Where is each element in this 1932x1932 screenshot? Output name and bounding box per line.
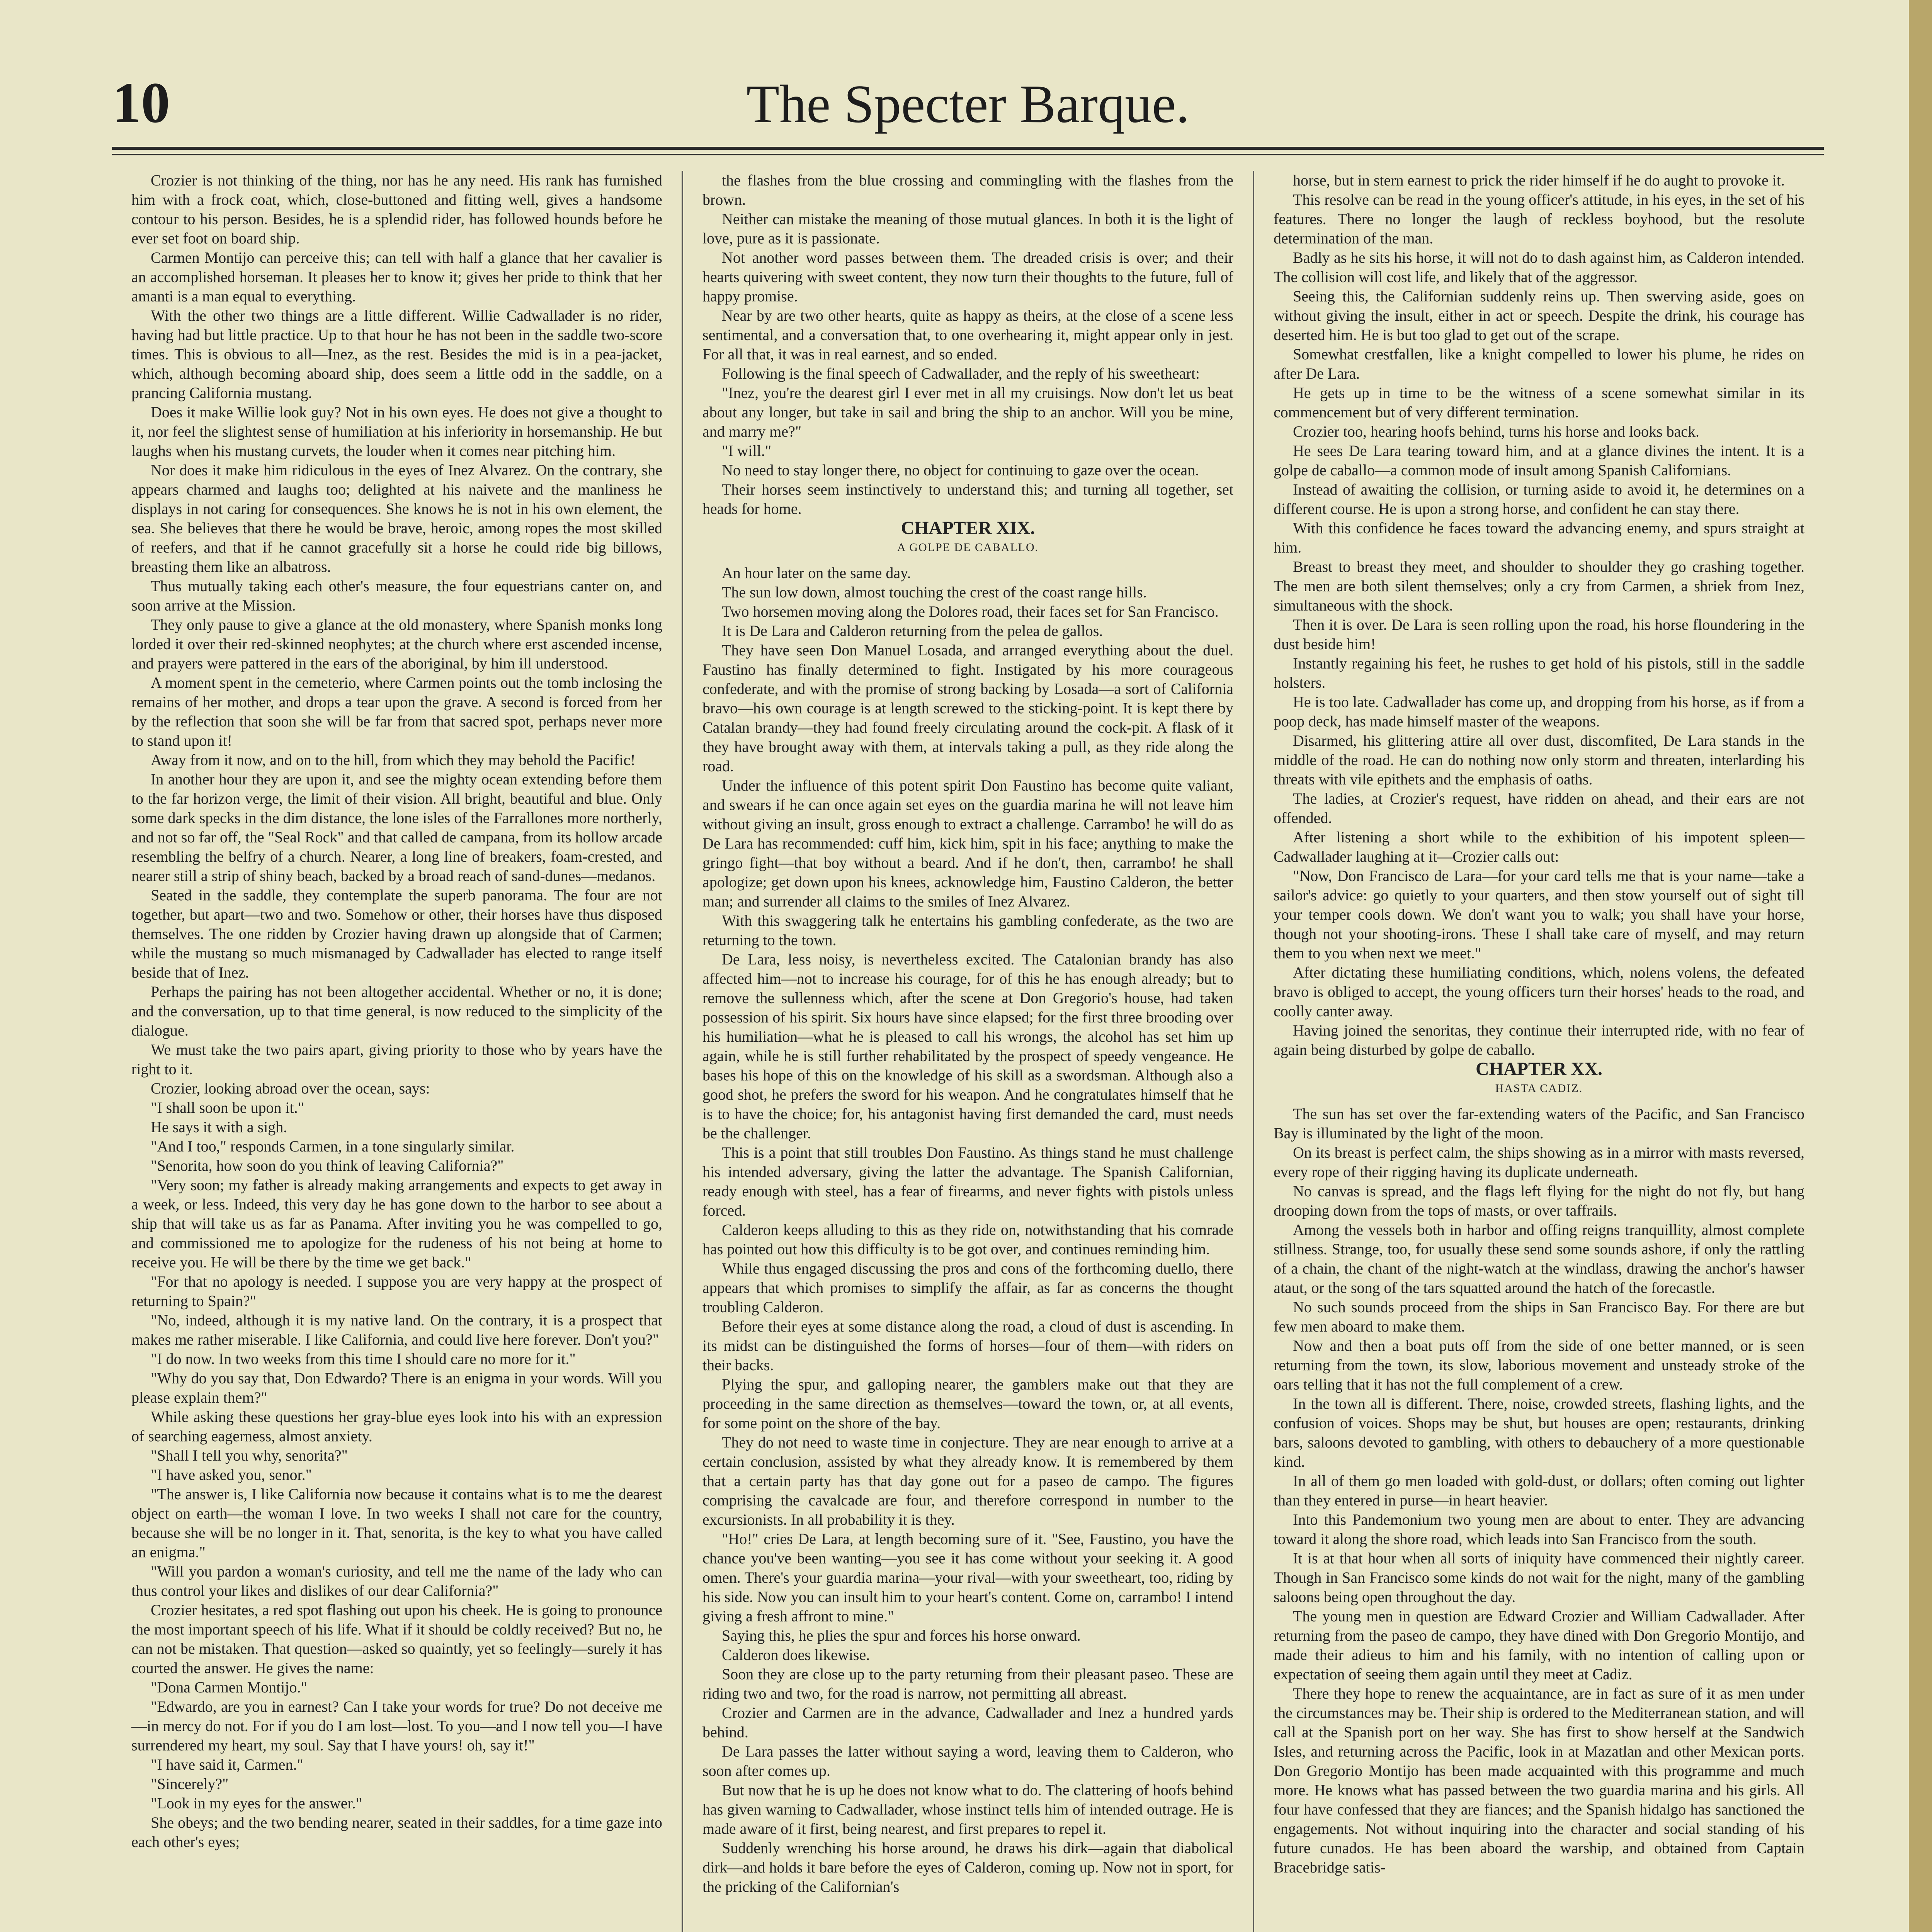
paragraph: They do not need to waste time in conjecture. They are near enough to arrive at a certain conclusion, assisted by what they already know. It is remembered by them that a certain party has that day gone out for a paseo de campo. The figures comprising the cavalcade are four, and therefore correspond in number to the excursionists. In all probability it is they.: [702, 1434, 1233, 1528]
paragraph: Calderon does likewise.: [722, 1646, 870, 1663]
paragraph: He is too late. Cadwallader has come up, and dropping from his horse, as if from a poop deck, has made himself master of the weapons.: [1274, 693, 1804, 730]
paragraph: An hour later on the same day.: [722, 564, 911, 582]
paragraph: Badly as he sits his horse, it will not do to dash against him, as Calderon intended. The collision will cost life, and likely that of the aggressor.: [1274, 249, 1804, 286]
paragraph: Neither can mistake the meaning of those mutual glances. In both it is the light of love, pure as it is passionate.: [702, 210, 1233, 247]
header-rule: [112, 154, 1824, 155]
paragraph: Into this Pandemonium two young men are about to enter. They are advancing toward it along the shore road, which leads into San Francisco from the south.: [1274, 1511, 1804, 1548]
paragraph: They have seen Don Manuel Losada, and arranged everything about the duel. Faustino has finally determined to fight. Instigated by his more courageous confederate, and with the promise of strong backing by Losada—a sort of California bravo—his own courage is at length screwed to the sticking-point. It is kept there by Catalan brandy—they had found freely circulating around the cock-pit. A flask of it they have brought away with them, at intervals taking a pull, as they ride along the road.: [702, 641, 1233, 775]
paragraph: With the other two things are a little different. Willie Cadwallader is no rider, having had but little practice. Up to that hour he has not been in the saddle two-score times. This is obvious to all—Inez, as the rest. Besides the mid is in a pea-jacket, which, although becoming aboard ship, does seem a little odd in the saddle, on a prancing California mustang.: [131, 307, 662, 401]
paragraph: Crozier and Carmen are in the advance, Cadwallader and Inez a hundred yards behind.: [702, 1704, 1233, 1741]
paragraph: "No, indeed, although it is my native land. On the contrary, it is a prospect that makes me rather miserable. I like California, and could live here forever. Don't you?": [131, 1311, 662, 1348]
paragraph: "Sincerely?": [151, 1775, 229, 1793]
paragraph: De Lara, less noisy, is nevertheless excited. The Catalonian brandy has also affected him—not to increase his courage, for of this he has enough already; but to remove the sullenness which, after the scene at Don Gregorio's house, had taken possession of his spirit. Six hours have since elapsed; for the first three brooding over his humiliation—what he is pleased to call his wrongs, the alcohol has set him up again, while he is still further rehabilitated by the prospect of speedy vengeance. He bases his hope of this on the knowledge of his skill as a swordsman. Although also a good shot, he prefers the sword for his weapon. And he congratulates himself that he is to have the choice; for, his antagonist having first demanded the card, must needs be the challenger.: [702, 951, 1233, 1142]
paragraph: "I have said it, Carmen.": [151, 1756, 303, 1773]
page-title: The Specter Barque.: [746, 74, 1190, 134]
paragraph: They only pause to give a glance at the old monastery, where Spanish monks long lorded it over their red-skinned neophytes; at the church where erst ascended incense, and prayers were pattered in the ears of the aboriginal, by him ill understood.: [131, 616, 662, 672]
paragraph: the flashes from the blue crossing and commingling with the flashes from the brown.: [702, 172, 1233, 208]
paragraph: Away from it now, and on to the hill, from which they may behold the Pacific!: [151, 751, 636, 769]
paragraph: Nor does it make him ridiculous in the eyes of Inez Alvarez. On the contrary, she appears charmed and laughs too; delighted at his naivete and the manliness he displays in not caring for consequences. She knows he is not in his own element, the sea. She believes that there he would be brave, heroic, among ropes the most skilled of reefers, and that if he cannot gracefully sit a horse he could ride big billows, breasting them like an albatross.: [131, 461, 662, 575]
paragraph: Somewhat crestfallen, like a knight compelled to lower his plume, he rides on after De Lara.: [1274, 345, 1804, 382]
paragraph: Under the influence of this potent spirit Don Faustino has become quite valiant, and swears if he can once again set eyes on the guardia marina he will not leave him without giving an insult, gross enough to extract a challenge. Carrambo! he will do as De Lara has recommended: cuff him, kick him, spit in his face; anything to make the gringo fight—that boy without a beard. And if he don't, then, carrambo! he shall apologize; get down upon his knees, acknowledge him, Faustino Calderon, the better man; and surrender all claims to the smiles of Inez Alvarez.: [702, 777, 1233, 910]
column-2: [682, 171, 1253, 1932]
paragraph: Does it make Willie look guy? Not in his own eyes. He does not give a thought to it, nor feel the slightest sense of humiliation at his inferiority in horsemanship. He but laughs when his mustang curvets, the louder when it comes near pitching him.: [131, 403, 662, 459]
paragraph: De Lara passes the latter without saying a word, leaving them to Calderon, who soon after comes up.: [702, 1743, 1233, 1779]
paragraph: It is De Lara and Calderon returning from the pelea de gallos.: [722, 622, 1103, 639]
paragraph: "And I too," responds Carmen, in a tone singularly similar.: [151, 1138, 515, 1155]
paragraph: This is a point that still troubles Don Faustino. As things stand he must challenge his intended adversary, giving the latter the advantage. The Spanish Californian, ready enough with steel, has a fear of firearms, and never fights with pistols unless forced.: [702, 1144, 1233, 1219]
paragraph: Now and then a boat puts off from the side of one better manned, or is seen returning from the town, its slow, laborious movement and unsteady stroke of the oars telling that it has not the full complement of a crew.: [1274, 1337, 1804, 1393]
paragraph: Two horsemen moving along the Dolores road, their faces set for San Francisco.: [722, 603, 1219, 620]
paragraph: With this confidence he faces toward the advancing enemy, and spurs straight at him.: [1274, 519, 1804, 556]
paragraph: "Very soon; my father is already making arrangements and expects to get away in a week, or less. Indeed, this very day he has gone down to the harbor to see about a ship that will take us as far as Panama. After inviting you he was compelled to go, and commissioned me to apologize for the rudeness of his not being at home to receive you. He will be there by the time we get back.": [131, 1176, 662, 1271]
paragraph: No need to stay longer there, no object for continuing to gaze over the ocean.: [722, 461, 1199, 479]
page-number: 10: [112, 71, 170, 135]
paragraph: Seeing this, the Californian suddenly reins up. Then swerving aside, goes on without giving the insult, either in act or speech. Despite the drink, his courage has deserted him. He is but too glad to get out of the scrape.: [1274, 287, 1804, 344]
paragraph: Crozier too, hearing hoofs behind, turns his horse and looks back.: [1293, 423, 1700, 440]
paragraph: The ladies, at Crozier's request, have ridden on ahead, and their ears are not offended.: [1274, 790, 1804, 827]
paragraph: Seated in the saddle, they contemplate the superb panorama. The four are not together, but apart—two and two. Somehow or other, their horses have thus disposed themselves. The one ridden by Crozier having drawn up alongside that of Carmen; while the mustang so much mismanaged by Cadwallader has elected to range itself beside that of Inez.: [131, 886, 662, 981]
paragraph: "Shall I tell you why, senorita?": [151, 1447, 348, 1464]
paragraph: A moment spent in the cemeterio, where Carmen points out the tomb inclosing the remains of her mother, and drops a tear upon the grave. A second is forced from her by the reflection that soon she will be far from that sacred spot, perhaps never more to stand upon it!: [131, 674, 662, 749]
paragraph: In all of them go men loaded with gold-dust, or dollars; often coming out lighter than they entered in purse—in heart heavier.: [1274, 1472, 1804, 1509]
chapter-subtitle: A GOLPE DE CABALLO.: [897, 541, 1039, 554]
paragraph: After dictating these humiliating conditions, which, nolens volens, the defeated bravo is obliged to accept, the young officers turn their horses' heads to the road, and coolly canter away.: [1274, 964, 1804, 1020]
paragraph: Saying this, he plies the spur and forces his horse onward.: [722, 1627, 1081, 1644]
paragraph: Breast to breast they meet, and shoulder to shoulder they go crashing together. The men are both silent themselves; only a cry from Carmen, a shriek from Inez, simultaneous with the shock.: [1274, 558, 1804, 614]
paragraph: There they hope to renew the acquaintance, are in fact as sure of it as men under the circumstances may be. Their ship is ordered to the Mediterranean station, and will call at the Spanish port on her way. She has first to show herself at the Sandwich Isles, and returning across the Pacific, look in at Mazatlan and other Mexican ports. Don Gregorio Montijo has been made acquainted with this programme and much more. He knows what has passed between the two guardia marina and his girls. All four have confessed that they are fiances; and the Spanish hidalgo has sanctioned the engagements. Not without inquiring into the character and social standing of his future cunados. He has been aboard the warship, and obtained from Captain Bracebridge satis-: [1274, 1685, 1804, 1876]
paragraph: "Senorita, how soon do you think of leaving California?": [151, 1157, 504, 1174]
paragraph: Soon they are close up to the party returning from their pleasant paseo. These are riding two and two, for the road is narrow, not permitting all abreast.: [702, 1665, 1233, 1702]
paragraph: "Inez, you're the dearest girl I ever met in all my cruisings. Now don't let us beat about any longer, but take in sail and bring the ship to an anchor. Will you be mine, and marry me?": [702, 384, 1233, 440]
paragraph: "Look in my eyes for the answer.": [151, 1794, 362, 1812]
paragraph: It is at that hour when all sorts of iniquity have commenced their nightly career. Though in San Francisco some kinds do not wait for the night, many of the gambling saloons being open throughout the day.: [1274, 1549, 1804, 1605]
paragraph: Disarmed, his glittering attire all over dust, discomfited, De Lara stands in the middle of the road. He can do nothing now only storm and threaten, interlarding his threats with vile epithets and the emphasis of oaths.: [1274, 732, 1804, 788]
page-edge: [1909, 0, 1932, 1932]
paragraph: On its breast is perfect calm, the ships showing as in a mirror with masts reversed, every rope of their rigging having its duplicate underneath.: [1274, 1144, 1804, 1180]
paragraph: Calderon keeps alluding to this as they ride on, notwithstanding that his comrade has pointed out how this difficulty is to be got over, and continues reminding him.: [702, 1221, 1233, 1258]
paragraph: She obeys; and the two bending nearer, seated in their saddles, for a time gaze into each other's eyes;: [131, 1814, 662, 1850]
paragraph: "I will.": [722, 442, 772, 459]
paragraph: Before their eyes at some distance along the road, a cloud of dust is ascending. In its midst can be distinguished the forms of horses—four of them—with riders on their backs.: [702, 1318, 1233, 1374]
paragraph: "Edwardo, are you in earnest? Can I take your words for true? Do not deceive me—in mercy do not. For if you do I am lost—lost. To you—and I now tell you—I have surrendered my heart, my soul. Say that I have yours! oh, say it!": [131, 1698, 662, 1754]
paragraph: "Why do you say that, Don Edwardo? There is an enigma in your words. Will you please explain them?": [131, 1369, 662, 1406]
column-1: [112, 171, 682, 1932]
column-3: [1253, 171, 1824, 1932]
paragraph: Carmen Montijo can perceive this; can tell with half a glance that her cavalier is an accomplished horseman. It pleases her to know it; gives her pride to think that her amanti is a man equal to everything.: [131, 249, 662, 305]
paragraph: Their horses seem instinctively to understand this; and turning all together, set heads for home.: [702, 481, 1233, 517]
paragraph: We must take the two pairs apart, giving priority to those who by years have the right to it.: [131, 1041, 662, 1078]
paragraph: "I do now. In two weeks from this time I should care no more for it.": [151, 1350, 576, 1367]
paragraph: He sees De Lara tearing toward him, and at a glance divines the intent. It is a golpe de caballo—a common mode of insult among Spanish Californians.: [1274, 442, 1804, 479]
paragraph: "The answer is, I like California now because it contains what is to me the dearest object on earth—the woman I love. In two weeks I shall not care for the country, because she will be no longer in it. That, senorita, is the key to what you have called an enigma.": [131, 1485, 662, 1561]
paragraph: He gets up in time to be the witness of a scene somewhat similar in its commencement but of very different termination.: [1274, 384, 1804, 421]
paragraph: Then it is over. De Lara is seen rolling upon the road, his horse floundering in the dust beside him!: [1274, 616, 1804, 653]
paragraph: With this swaggering talk he entertains his gambling confederate, as the two are returning to the town.: [702, 912, 1233, 949]
paragraph: Following is the final speech of Cadwallader, and the reply of his sweetheart:: [722, 365, 1200, 382]
paragraph: "I have asked you, senor.": [151, 1466, 312, 1483]
text-columns: [112, 171, 1824, 1932]
paragraph: After listening a short while to the exhibition of his impotent spleen—Cadwallader laughing at it—Crozier calls out:: [1274, 828, 1804, 865]
paragraph: No canvas is spread, and the flags left flying for the night do not fly, but hang drooping down from the tops of masts, or over taffrails.: [1274, 1182, 1804, 1219]
paragraph: "I shall soon be upon it.": [151, 1099, 304, 1116]
paragraph: Instantly regaining his feet, he rushes to get hold of his pistols, still in the saddle holsters.: [1274, 655, 1804, 691]
paragraph: Plying the spur, and galloping nearer, the gamblers make out that they are proceeding in the same direction as themselves—toward the town, or, at all events, for some point on the shore of the bay.: [702, 1376, 1233, 1432]
paragraph: Crozier is not thinking of the thing, nor has he any need. His rank has furnished him with a frock coat, which, close-buttoned and fitting well, gives a handsome contour to his person. Besides, he is a splendid rider, has followed hounds before he ever set foot on board ship.: [131, 172, 662, 247]
chapter-subtitle: HASTA CADIZ.: [1495, 1082, 1583, 1095]
paragraph: In another hour they are upon it, and see the mighty ocean extending before them to the far horizon verge, the limit of their vision. All bright, beautiful and blue. Only some dark specks in the dim distance, the lone isles of the Farrallones more northerly, and not so far off, the "Seal Rock" and that called de campana, from its hollow arcade resembling the belfry of a church. Nearer, a long line of breakers, foam-crested, and nearer still a strip of shiny beach, backed by a broad reach of sand-dunes—medanos.: [131, 770, 662, 884]
chapter-heading: CHAPTER XIX.: [901, 518, 1035, 538]
paragraph: "Now, Don Francisco de Lara—for your card tells me that is your name—take a sailor's advice: go quietly to your quarters, and then stow yourself out of sight till your temper cools down. We don't want you to walk; you shall have your horse, though not your shooting-irons. These I shall take care of myself, and may return them to you when next we meet.": [1274, 867, 1804, 962]
page-header: [112, 70, 1824, 150]
paragraph: Among the vessels both in harbor and offing reigns tranquillity, almost complete stillness. Strange, too, for usually these send some sounds ashore, if only the rattling of a chain, the chant of the night-watch at the windlass, drawing the anchor's hawser ataut, or the song of the tars squatted around the hatch of the forecastle.: [1274, 1221, 1804, 1296]
paragraph: Perhaps the pairing has not been altogether accidental. Whether or no, it is done; and the conversation, up to that time general, is now reduced to the simplicity of the dialogue.: [131, 983, 662, 1039]
paragraph: Instead of awaiting the collision, or turning aside to avoid it, he determines on a different course. He is upon a strong horse, and confident he can stay there.: [1274, 481, 1804, 517]
paragraph: No such sounds proceed from the ships in San Francisco Bay. For there are but few men aboard to make them.: [1274, 1298, 1804, 1335]
paragraph: "Will you pardon a woman's curiosity, and tell me the name of the lady who can thus control your likes and dislikes of our dear California?": [131, 1563, 662, 1599]
chapter-heading: CHAPTER XX.: [1475, 1059, 1602, 1079]
paragraph: Thus mutually taking each other's measure, the four equestrians canter on, and soon arrive at the Mission.: [131, 577, 662, 614]
paragraph: Crozier, looking abroad over the ocean, says:: [151, 1080, 430, 1097]
paragraph: horse, but in stern earnest to prick the rider himself if he do aught to provoke it.: [1293, 172, 1785, 189]
paragraph: Suddenly wrenching his horse around, he draws his dirk—again that diabolical dirk—and holds it bare before the eyes of Calderon, coming up. Now not in sport, for the pricking of the Californian's: [702, 1839, 1233, 1895]
paragraph: Not another word passes between them. The dreaded crisis is over; and their hearts quivering with sweet content, they now turn their thoughts to the future, full of happy promise.: [702, 249, 1233, 305]
paragraph: "Dona Carmen Montijo.": [151, 1679, 307, 1696]
paragraph: While thus engaged discussing the pros and cons of the forthcoming duello, there appears that which promises to simplify the affair, as far as concerns the thought troubling Calderon.: [702, 1260, 1233, 1316]
paragraph: "For that no apology is needed. I suppose you are very happy at the prospect of returning to Spain?": [131, 1273, 662, 1310]
paragraph: In the town all is different. There, noise, crowded streets, flashing lights, and the confusion of voices. Shops may be shut, but houses are open; restaurants, drinking bars, saloons devoted to gambling, with others to debauchery of a more questionable kind.: [1274, 1395, 1804, 1470]
paragraph: "Ho!" cries De Lara, at length becoming sure of it. "See, Faustino, you have the chance you've been wanting—you see it has come without your seeking it. A good omen. There's your guardia marina—your rival—with your sweetheart, too, riding by his side. Now you can insult him to your heart's content. Come on, carrambo! I intend giving a fresh affront to mine.": [702, 1530, 1233, 1625]
paragraph: The young men in question are Edward Crozier and William Cadwallader. After returning from the paseo de campo, they have dined with Don Gregorio Montijo, and made their adieus to him and his family, with no intention of calling upon or expectation of seeing them again until they meet at Cadiz.: [1274, 1607, 1804, 1683]
paragraph: Crozier hesitates, a red spot flashing out upon his cheek. He is going to pronounce the most important speech of his life. What if it should be coldly received? But no, he can not be mistaken. That question—asked so quaintly, yet so feelingly—surely it has courted the answer. He gives the name:: [131, 1601, 662, 1677]
paragraph: The sun has set over the far-extending waters of the Pacific, and San Francisco Bay is illuminated by the light of the moon.: [1274, 1105, 1804, 1142]
paragraph: Having joined the senoritas, they continue their interrupted ride, with no fear of again being disturbed by golpe de caballo.: [1274, 1022, 1804, 1058]
paragraph: While asking these questions her gray-blue eyes look into his with an expression of searching eagerness, almost anxiety.: [131, 1408, 662, 1445]
paragraph: This resolve can be read in the young officer's attitude, in his eyes, in the set of his features. There no longer the laugh of reckless boyhood, but the resolute determination of the man.: [1274, 191, 1804, 247]
paragraph: Near by are two other hearts, quite as happy as theirs, at the close of a scene less sentimental, and a conversation that, to one overhearing it, might appear only in jest. For all that, it was in real earnest, and so ended.: [702, 307, 1233, 363]
paragraph: The sun low down, almost touching the crest of the coast range hills.: [722, 583, 1147, 601]
paragraph: But now that he is up he does not know what to do. The clattering of hoofs behind has given warning to Cadwallader, whose instinct tells him of intended outrage. He is made aware of it first, being nearest, and first prepares to repel it.: [702, 1781, 1233, 1837]
paragraph: He says it with a sigh.: [151, 1118, 287, 1136]
